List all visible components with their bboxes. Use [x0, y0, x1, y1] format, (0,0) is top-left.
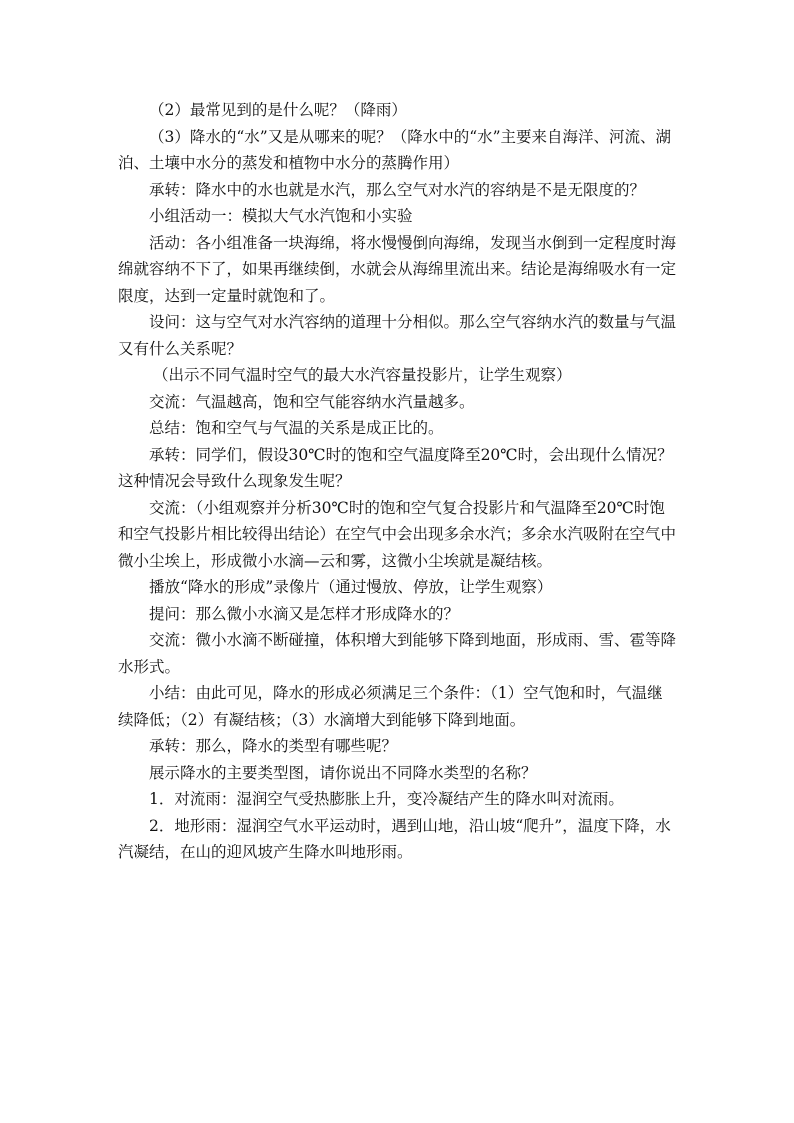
paragraph-discussion-3: 交流：微小水滴不断碰撞，体积增大到能够下降到地面，形成雨、雪、雹等降水形式。	[118, 631, 677, 676]
paragraph-show-types: 展示降水的主要类型图，请你说出不同降水类型的名称？	[149, 763, 537, 782]
paragraph-summary-1: 总结：饱和空气与气温的关系是成正比的。	[149, 419, 444, 437]
paragraph-activity: 活动：各小组准备一块海绵，将水慢慢倒向海绵，发现当水倒到一定程度时海绵就容纳不下了，如果再继续倒，水就会从海绵里流出来。结论是海绵吸水有一定限度，达到一定量时就饱和了。	[118, 233, 677, 305]
paragraph-transition-1: 承转：降水中的水也就是水汽，那么空气对水汽的容纳是不是无限度的？	[149, 180, 646, 199]
paragraph-question-relation: 设问：这与空气对水汽容纳的道理十分相似。那么空气容纳水汽的数量与气温又有什么关系呢？	[118, 313, 677, 358]
paragraph-show-slide: （出示不同气温时空气的最大水汽容量投影片，让学生观察）	[153, 366, 572, 384]
paragraph-question-3: （3）降水的“水”又是从哪来的呢？（降水中的“水”主要来自海洋、河流、湖泊、土壤中水分的蒸发和植物中水分的蒸腾作用）	[118, 127, 672, 172]
paragraph-transition-2: 承转：同学们，假设30℃时的饱和空气温度降至20℃时，会出现什么情况？这种情况会导致什么现象发生呢？	[118, 445, 673, 490]
paragraph-convection-rain: 1．对流雨：湿润空气受热膨胀上升，变冷凝结产生的降水叫对流雨。	[149, 790, 624, 808]
paragraph-play-video: 播放“降水的形成”录像片（通过慢放、停放，让学生观察）	[149, 578, 553, 596]
paragraph-discussion-1: 交流：气温越高，饱和空气能容纳水汽量越多。	[149, 392, 475, 411]
paragraph-question-droplets: 提问：那么微小水滴又是怎样才形成降水的？	[149, 604, 460, 623]
paragraph-discussion-2: 交流：（小组观察并分析30℃时的饱和空气复合投影片和气温降至20℃时饱和空气投影片相比较得出结论）在空气中会出现多余水汽；多余水汽吸附在空气中微小尘埃上，形成微小水滴—云和雾，这微小尘埃就是凝结核。	[118, 498, 677, 570]
paragraph-transition-3: 承转：那么，降水的类型有哪些呢？	[149, 737, 398, 755]
document-page	[118, 97, 678, 866]
paragraph-orographic-rain: 2．地形雨：湿润空气水平运动时，遇到山地，沿山坡“爬升”，温度下降，水汽凝结，在山的迎风坡产生降水叫地形雨。	[118, 816, 671, 861]
paragraph-group-activity-title: 小组活动一：模拟大气水汽饱和小实验	[149, 207, 413, 225]
paragraph-question-2: （2）最常见到的是什么呢？（降雨）	[149, 101, 407, 119]
paragraph-conclusion: 小结：由此可见，降水的形成必须满足三个条件：（1）空气饱和时，气温继续降低；（2）有凝结核；（3）水滴增大到能够下降到地面。	[118, 684, 663, 729]
